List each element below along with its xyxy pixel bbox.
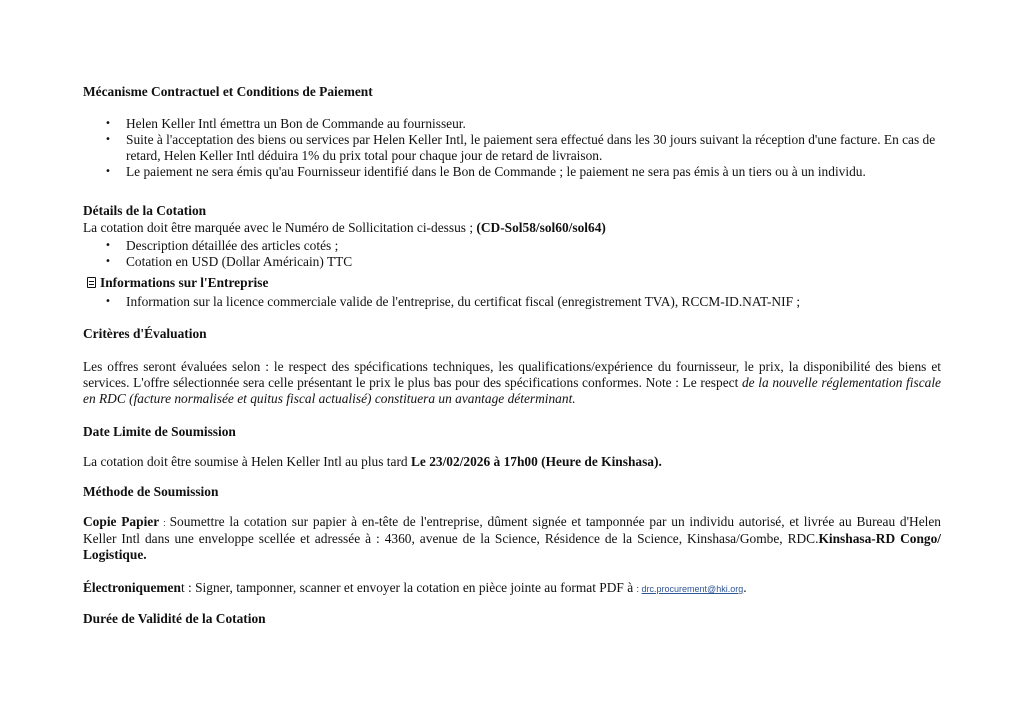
section-heading-entreprise <box>85 275 943 291</box>
section-heading-mecanisme: Mécanisme Contractuel et Conditions de Paiement <box>83 84 373 99</box>
date-limite-text: La cotation doit être soumise à Helen Keller Intl au plus tard <box>83 454 411 469</box>
criteres-paragraph <box>83 359 941 407</box>
section-heading-date-limite: Date Limite de Soumission <box>83 424 236 439</box>
electronique-paragraph <box>83 580 941 597</box>
criteres-italic: de la nouvelle réglementation fiscale en RDC (facture normalisée et quitus fiscal actualisé) constituera un avantage déterminant. <box>83 375 942 406</box>
list-item: • Cotation en USD (Dollar Américain) TTC <box>83 254 941 270</box>
mecanisme-list <box>83 116 941 180</box>
electronique-end: . <box>743 580 747 595</box>
criteres-text: Les offres seront évaluées selon : le respect des spécifications techniques, les qualifications/expérience du fournisseur, le prix, la disponibilité des biens et services. L'offre sélectionnée sera celle présentant le prix le plus bas pour des spécifications conformes. Note : Le respect <box>83 359 941 390</box>
deadline: Le 23/02/2026 à 17h00 (Heure de Kinshasa). <box>410 454 662 469</box>
solicitation-number: (CD-Sol58/sol60/sol64) <box>476 220 606 235</box>
copie-papier-destination: Kinshasa-RD Congo/ Logistique. <box>83 531 942 562</box>
section-heading-methode: Méthode de Soumission <box>83 484 219 499</box>
details-intro <box>83 220 941 236</box>
electronique-text: t : Signer, tamponner, scanner et envoyer la cotation en pièce jointe au format PDF à <box>180 580 637 595</box>
copie-papier-text: Soumettre la cotation sur papier à en-tête de l'entreprise, dûment signée et tamponnée par un individu autorisé, et livrée au Bureau d'Helen Keller Intl dans une enveloppe scellée et adressée à : 4360, avenue de la Science, Résidence de la Science, Kinshasa/Gombe, RDC. <box>83 514 941 546</box>
email-link[interactable]: drc.procurement@hki.org <box>641 584 744 594</box>
document-icon <box>87 277 96 288</box>
details-list <box>83 238 941 270</box>
list-item: • Suite à l'acceptation des biens ou services par Helen Keller Intl, le paiement sera effectué dans les 30 jours suivant la réception d'une facture. En cas de retard, Helen Keller Intl déduira 1% du prix total pour chaque jour de retard de livraison. <box>83 132 941 164</box>
list-item: • Helen Keller Intl émettra un Bon de Commande au fournisseur. <box>83 116 941 132</box>
copie-papier-paragraph <box>83 514 941 563</box>
entreprise-heading-text: Informations sur l'Entreprise <box>100 275 269 290</box>
section-heading-duree: Durée de Validité de la Cotation <box>83 611 266 626</box>
list-item: • Le paiement ne sera émis qu'au Fournisseur identifié dans le Bon de Commande ; le paiement ne sera pas émis à un tiers ou à un individu. <box>83 164 941 180</box>
section-heading-criteres: Critères d'Évaluation <box>83 326 207 341</box>
list-item: • Information sur la licence commerciale valide de l'entreprise, du certificat fiscal (enregistrement TVA), RCCM-ID.NAT-NIF ; <box>83 294 941 310</box>
date-limite-paragraph <box>83 454 941 470</box>
list-item: • Description détaillée des articles cotés ; <box>83 238 941 254</box>
copie-papier-separator: : <box>159 518 170 528</box>
electronique-separator: : <box>636 584 642 594</box>
entreprise-list <box>83 294 941 310</box>
electronique-label: Électroniquemen <box>83 580 181 595</box>
copie-papier-label: Copie Papier <box>83 514 160 529</box>
details-intro-text: La cotation doit être marquée avec le Numéro de Sollicitation ci-dessus ; <box>83 220 477 235</box>
section-heading-details: Détails de la Cotation <box>83 203 207 218</box>
